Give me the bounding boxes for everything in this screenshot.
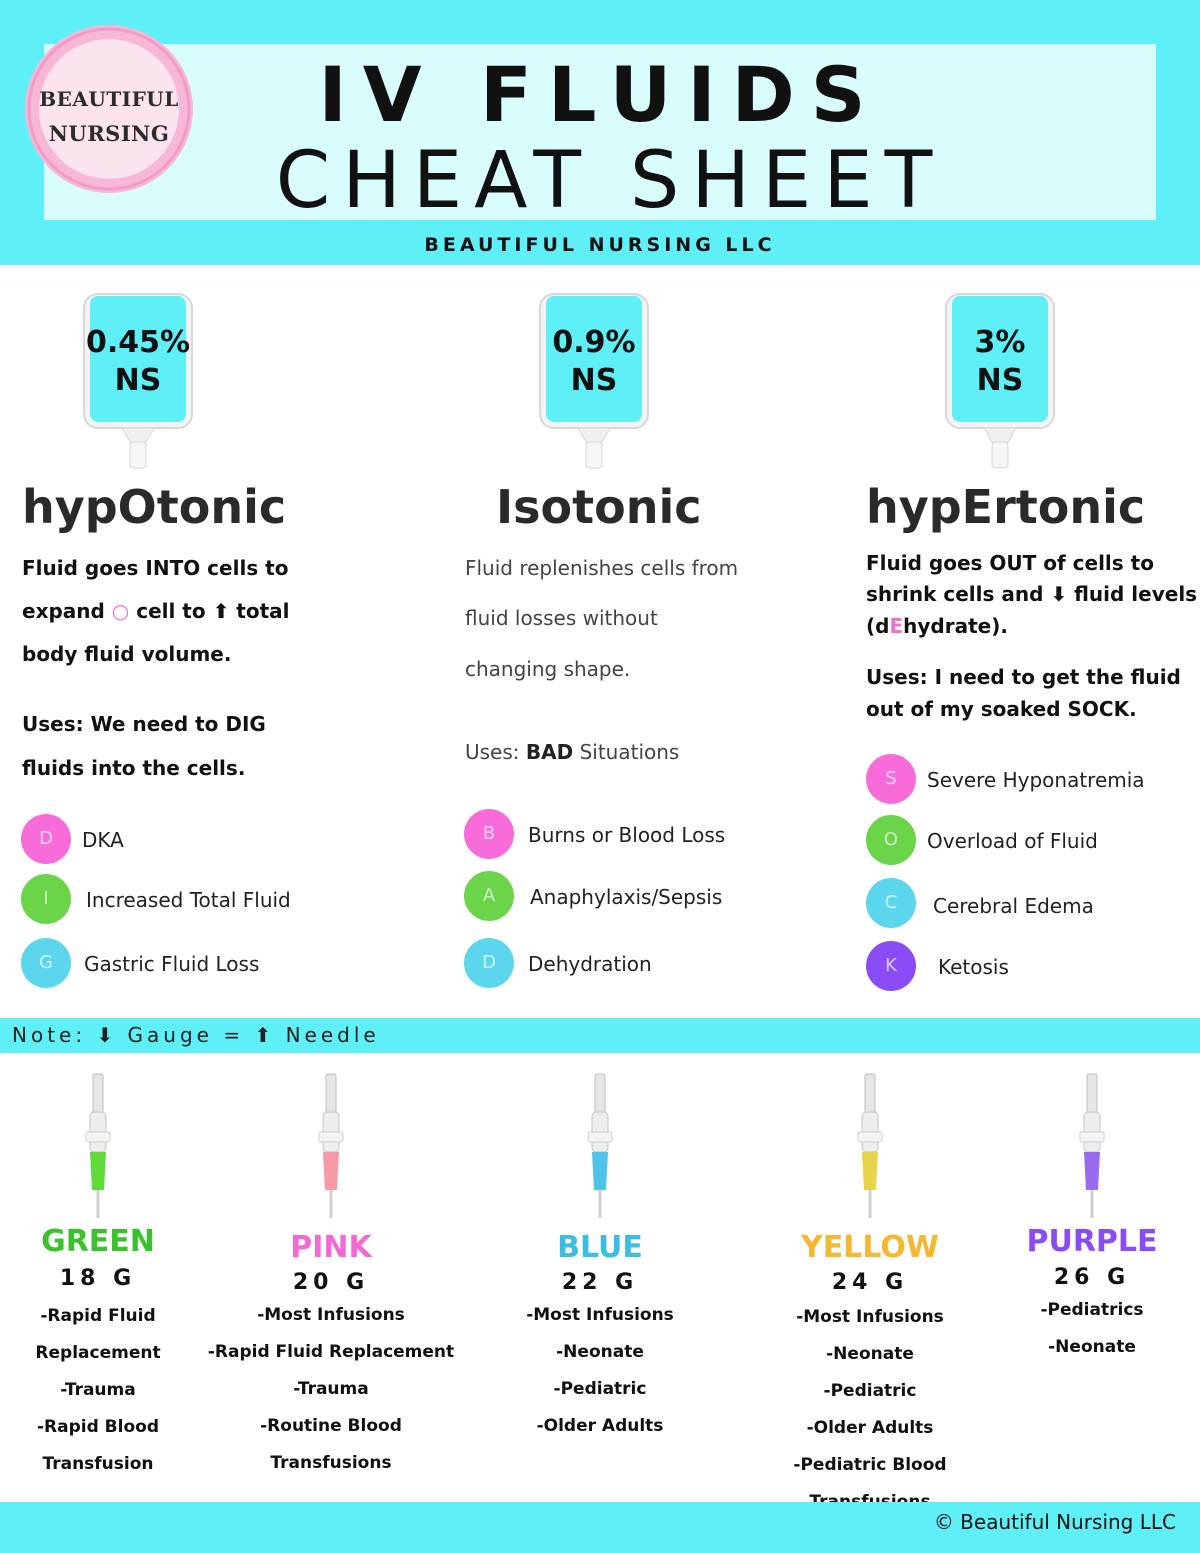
- hypertonic-uses-line1: [866, 665, 1181, 689]
- bag-concentration: 3%: [974, 325, 1026, 360]
- hypotonic-uses-line1: [22, 712, 266, 736]
- bag-solution: NS: [570, 363, 618, 398]
- mnemonic-dot: [866, 941, 916, 991]
- iv-catheter-icon: [1072, 1072, 1112, 1222]
- gauge-color-name: PURPLE: [1026, 1224, 1158, 1259]
- iv-catheter-icon: [311, 1072, 351, 1222]
- gauge-use-item: -Pediatric: [823, 1381, 917, 1401]
- logo: [25, 25, 193, 193]
- gauge-color-name: PINK: [290, 1230, 372, 1265]
- isotonic-uses: [465, 740, 679, 764]
- gauge-size: 22 G: [561, 1270, 639, 1295]
- gauge-use-item: -Rapid Fluid Replacement: [207, 1342, 455, 1362]
- copyright: © Beautiful Nursing LLC: [933, 1510, 1176, 1534]
- gauge-size: 26 G: [1053, 1265, 1131, 1290]
- bag-solution: NS: [976, 363, 1024, 398]
- heading-hypertonic: hypErtonic: [866, 480, 1146, 534]
- arrow-down-icon: ⬇: [1050, 582, 1068, 606]
- gauge-use-item: -Neonate: [826, 1344, 914, 1364]
- mnemonic-dot: [21, 814, 71, 864]
- text-emphasis: OUT: [989, 551, 1037, 575]
- text-segment: (d: [866, 614, 890, 638]
- mnemonic-item: Gastric Fluid Loss: [84, 952, 260, 976]
- text-segment: fluid levels: [1067, 582, 1198, 606]
- text-emphasis: INTO: [145, 556, 201, 580]
- text-segment: cell to: [129, 599, 213, 623]
- mnemonic-dot: [866, 878, 916, 928]
- gauge-use-item: -Older Adults: [536, 1416, 664, 1436]
- gauge-use-item: -Rapid Blood: [36, 1417, 159, 1437]
- gauge-note: Note: ⬇ Gauge = ⬆ Needle: [12, 1023, 380, 1047]
- text-segment: cells to: [200, 556, 289, 580]
- mnemonic-item: Anaphylaxis/Sepsis: [530, 885, 723, 909]
- iv-bag-hypertonic: [944, 292, 1056, 472]
- mnemonic-letter: S: [885, 768, 897, 789]
- mnemonic-item: Increased Total Fluid: [86, 888, 291, 912]
- gauge-use-item: Replacement: [35, 1343, 161, 1363]
- text-segment: Fluid goes: [866, 551, 990, 575]
- iv-catheter-icon: [850, 1072, 890, 1222]
- logo-text-beautiful: BEAUTIFUL: [39, 87, 179, 111]
- hypertonic-desc-line3: [866, 614, 1008, 638]
- gauge-size: 24 G: [831, 1270, 909, 1295]
- mnemonic-letter: C: [884, 892, 898, 913]
- gauge-size: 20 G: [292, 1270, 370, 1295]
- gauge-use-item: -Trauma: [60, 1380, 136, 1400]
- text-segment: Situations: [573, 740, 680, 764]
- heading-hypotonic: hypOtonic: [22, 480, 287, 534]
- text-segment: hydrate).: [903, 614, 1008, 638]
- page-subtitle: CHEAT SHEET: [275, 136, 945, 226]
- uses-label: Uses:: [465, 740, 526, 764]
- mnemonic-dot: [464, 938, 514, 988]
- gauge-use-item: Transfusions: [270, 1453, 392, 1473]
- gauge-size: 18 G: [59, 1266, 137, 1291]
- bag-concentration: 0.9%: [552, 325, 636, 360]
- text-segment: total: [229, 599, 290, 623]
- text-segment: Fluid goes: [22, 556, 146, 580]
- mnemonic-item: Dehydration: [528, 952, 652, 976]
- isotonic-desc-line2: fluid losses without: [465, 606, 658, 630]
- mnemonic-item: Overload of Fluid: [927, 829, 1098, 853]
- mnemonic-letter: A: [482, 885, 496, 906]
- mnemonic-letter: D: [39, 828, 53, 849]
- gauge-use-item: -Most Infusions: [526, 1305, 674, 1325]
- gauge-use-item: Transfusion: [42, 1454, 154, 1474]
- mnemonic-letter: G: [39, 952, 53, 973]
- mnemonic-dot: [866, 815, 916, 865]
- hypotonic-uses-line2: fluids into the cells.: [22, 756, 246, 780]
- mnemonic-letter: D: [482, 952, 496, 973]
- hypotonic-desc-line1: [22, 556, 288, 580]
- gauge-color-name: YELLOW: [801, 1230, 939, 1265]
- page-title: IV FLUIDS: [318, 50, 882, 139]
- isotonic-desc-line1: Fluid replenishes cells from: [465, 556, 739, 580]
- uses-label: Uses:: [866, 665, 928, 689]
- bag-concentration: 0.45%: [85, 325, 191, 360]
- text-segment: I need to get the fluid: [927, 665, 1181, 689]
- logo-text-nursing: NURSING: [48, 121, 170, 146]
- iv-bag-isotonic: [538, 292, 650, 472]
- text-highlight: E: [889, 614, 904, 638]
- gauge-use-item: -Neonate: [556, 1342, 644, 1362]
- iv-catheter-icon: [580, 1072, 620, 1222]
- bag-label: [944, 324, 1056, 400]
- text-emphasis: BAD: [525, 740, 574, 764]
- text-segment: expand: [22, 599, 112, 623]
- text-segment: out of my soaked: [866, 697, 1068, 721]
- text-segment: : We need to: [75, 712, 226, 736]
- hypotonic-desc-line3: body fluid volume.: [22, 642, 232, 666]
- bag-label: [82, 324, 194, 400]
- bag-label: [538, 324, 650, 400]
- mnemonic-item: Ketosis: [938, 955, 1009, 979]
- mnemonic-letter: K: [885, 955, 897, 976]
- gauge-use-item: -Rapid Fluid: [40, 1306, 156, 1326]
- hypertonic-desc-line1: [866, 551, 1154, 575]
- gauge-use-item: -Trauma: [293, 1379, 369, 1399]
- gauge-use-item: -Pediatric: [553, 1379, 647, 1399]
- mnemonic-letter: I: [43, 888, 49, 909]
- text-segment: shrink cells and: [866, 582, 1051, 606]
- iv-catheter-icon: [78, 1072, 118, 1222]
- text-segment: of cells to: [1036, 551, 1154, 575]
- gauge-use-item: -Pediatric Blood: [793, 1455, 947, 1475]
- mnemonic-dot: [866, 754, 916, 804]
- text-emphasis: SOCK.: [1067, 697, 1137, 721]
- mnemonic-letter: O: [883, 829, 899, 850]
- gauge-use-item: -Routine Blood: [260, 1416, 402, 1436]
- gauge-use-item: -Most Infusions: [796, 1307, 944, 1327]
- mnemonic-dot: [21, 938, 71, 988]
- mnemonic-dot: [464, 809, 514, 859]
- mnemonic-item: Burns or Blood Loss: [528, 823, 726, 847]
- gauge-use-item: -Most Infusions: [257, 1305, 405, 1325]
- gauge-use-item: -Neonate: [1048, 1337, 1136, 1357]
- hypertonic-desc-line2: [866, 582, 1197, 606]
- cell-icon: ○: [111, 599, 130, 623]
- mnemonic-letter: B: [482, 823, 496, 844]
- hypotonic-desc-line2: [22, 599, 290, 623]
- heading-isotonic: Isotonic: [496, 480, 702, 534]
- iv-bag-hypotonic: [82, 292, 194, 472]
- gauge-color-name: GREEN: [41, 1224, 155, 1259]
- gauge-use-item: -Older Adults: [806, 1418, 934, 1438]
- mnemonic-item: Severe Hyponatremia: [927, 768, 1145, 792]
- mnemonic-dot: [464, 871, 514, 921]
- arrow-up-icon: ⬆: [212, 599, 230, 623]
- isotonic-desc-line3: changing shape.: [465, 657, 631, 681]
- text-emphasis: DIG: [225, 712, 266, 736]
- mnemonic-dot: [21, 874, 71, 924]
- bag-solution: NS: [114, 363, 162, 398]
- uses-label: Uses: [22, 712, 76, 736]
- hypertonic-uses-line2: [866, 697, 1137, 721]
- gauge-use-item: -Pediatrics: [1040, 1300, 1144, 1320]
- mnemonic-item: DKA: [82, 828, 124, 852]
- gauge-color-name: BLUE: [557, 1230, 643, 1265]
- mnemonic-item: Cerebral Edema: [933, 894, 1094, 918]
- company-name: BEAUTIFUL NURSING LLC: [424, 234, 776, 256]
